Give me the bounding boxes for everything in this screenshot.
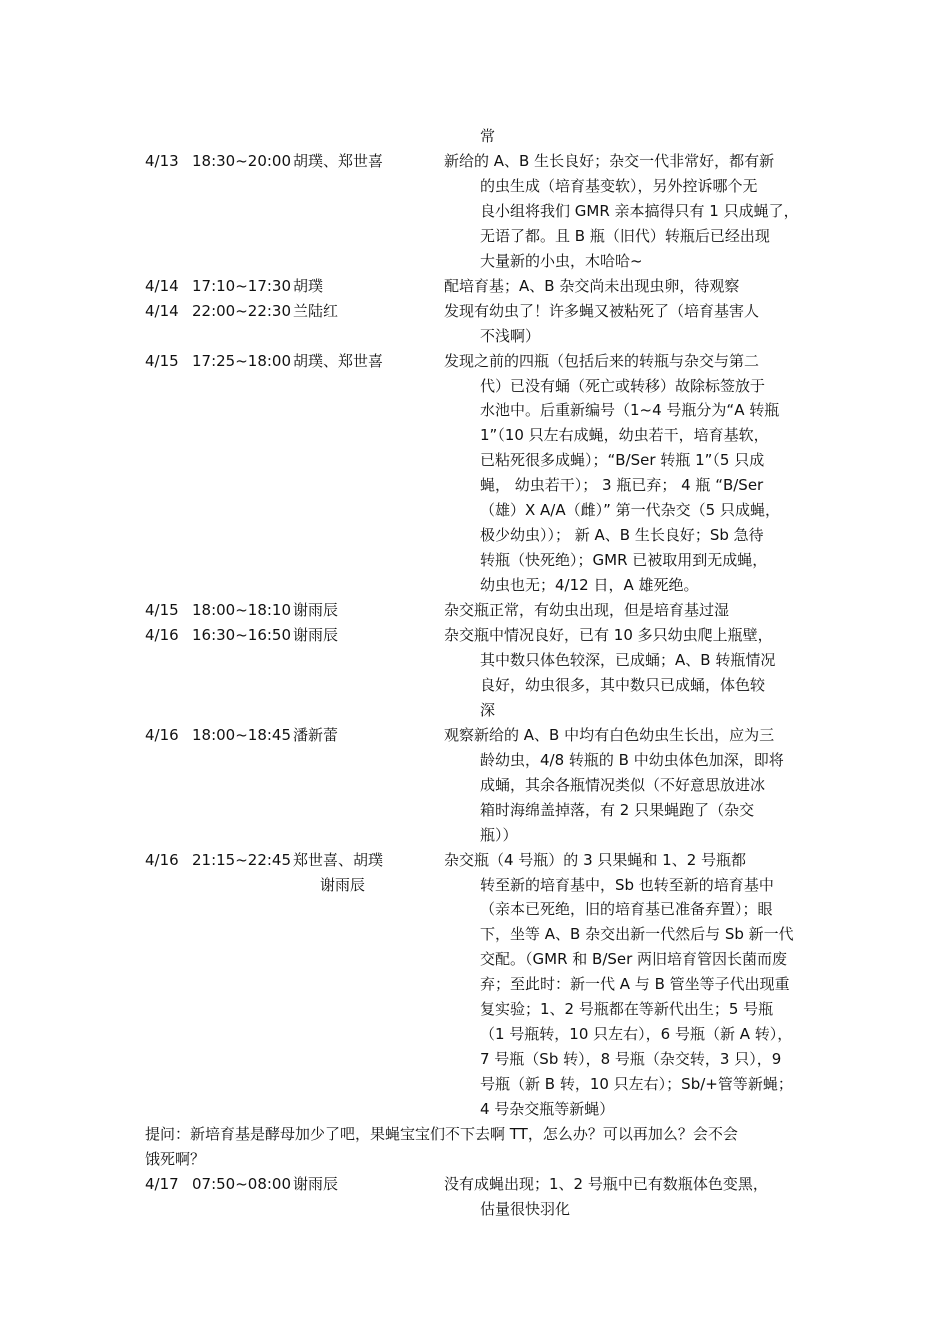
entry-note: （1 号瓶转，10 只左右），6 号瓶（新 A 转），: [480, 1025, 793, 1044]
entry-note: 杂交瓶正常，有幼虫出现，但是培育基过湿: [444, 601, 730, 620]
entry-note: 代）已没有蛹（死亡或转移）故除标签放于: [480, 376, 766, 395]
entry-note: 复实验；1、2 号瓶都在等新代出生；5 号瓶: [480, 1000, 774, 1019]
entry-time: 21:15~22:45: [192, 850, 292, 869]
question-text: 提问：新培育基是酵母加少了吧，果蝇宝宝们不下去啊 TT，怎么办？可以再加么？会不会: [145, 1125, 738, 1143]
entry-person: 胡璞、郑世喜: [293, 151, 384, 170]
entry-person: 兰陆红: [293, 301, 339, 320]
entry-time: 22:00~22:30: [192, 301, 292, 320]
entry-note: 良好，幼虫很多，其中数只已成蛹，体色较: [480, 675, 766, 694]
entry-note: 箱时海绵盖掉落，有 2 只果蝇跑了（杂交: [480, 800, 755, 819]
entry-note: 极少幼虫））； 新 A、B 生长良好；Sb 急待: [480, 526, 764, 545]
entry-note: 没有成蝇出现；1、2 号瓶中已有数瓶体色变黑，: [444, 1174, 768, 1193]
entry-note: 深: [480, 700, 496, 719]
entry-date: 4/16: [145, 850, 179, 869]
entry-date: 4/16: [145, 626, 179, 644]
entry-time: 18:00~18:45: [192, 725, 292, 744]
entry-time: 18:30~20:00: [192, 151, 292, 170]
entry-note: 转至新的培育基中，Sb 也转至新的培育基中: [480, 875, 774, 894]
entry-note: 的虫生成（培育基变软），另外控诉哪个无: [480, 176, 758, 195]
entry-note: 转瓶（快死绝）；GMR 已被取用到无成蝇，: [480, 551, 768, 570]
entry-date: 4/15: [145, 601, 179, 620]
entry-note: 无语了都。且 B 瓶（旧代）转瓶后已经出现: [480, 226, 770, 245]
entry-note: 7 号瓶（Sb 转），8 号瓶（杂交转，3 只），9: [480, 1050, 782, 1069]
entry-note: 交配。（GMR 和 B/Ser 两旧培育管因长菌而废: [480, 950, 788, 969]
entry-person: 谢雨辰: [293, 626, 339, 644]
entry-note: 幼虫也无；4/12 日，A 雄死绝。: [480, 576, 699, 595]
entry-note: 估量很快羽化: [480, 1199, 571, 1218]
entry-note: 蝇， 幼虫若干）； 3 瓶已弃； 4 瓶 “B/Ser: [480, 476, 764, 495]
entry-note: 良小组将我们 GMR 亲本搞得只有 1 只成蝇了，: [480, 201, 799, 220]
entry-person: 潘新蕾: [293, 725, 339, 744]
entry-note: 号瓶（新 B 转，10 只左右）；Sb/+管等新蝇；: [480, 1075, 793, 1094]
entry-date: 4/14: [145, 301, 179, 320]
entry-date: 4/14: [145, 276, 179, 295]
entry-date: 4/16: [145, 725, 179, 744]
entry-note: 其中数只体色较深，已成蛹；A、B 转瓶情况: [480, 650, 776, 669]
entry-time: 17:10~17:30: [192, 276, 292, 295]
entry-person: 胡璞、郑世喜: [293, 351, 384, 370]
entry-note: 水池中。后重新编号（1~4 号瓶分为“A 转瓶: [480, 401, 780, 420]
entry-time: 07:50~08:00: [192, 1174, 292, 1193]
entry-note: 已粘死很多成蝇）；“B/Ser 转瓶 1”（5 只成: [480, 451, 765, 470]
entry-note: 弃；至此时：新一代 A 与 B 管坐等子代出现重: [480, 975, 790, 994]
entry-note: 成蛹，其余各瓶情况类似（不好意思放进冰: [480, 775, 766, 794]
entry-note: 4 号杂交瓶等新蝇）: [480, 1100, 615, 1119]
entry-note: 杂交瓶中情况良好，已有 10 多只幼虫爬上瓶壁，: [444, 626, 773, 644]
entry-note: 大量新的小虫，木哈哈~: [480, 251, 643, 270]
entry-time: 18:00~18:10: [192, 601, 292, 620]
entry-person: 胡璞: [293, 276, 324, 295]
entry-date: 4/13: [145, 151, 179, 170]
entry-time: 17:25~18:00: [192, 351, 292, 370]
entry-note: 发现有幼虫了！许多蝇又被粘死了（培育基害人: [444, 301, 760, 320]
entry-person: 谢雨辰: [293, 601, 339, 620]
entry-note: （亲本已死绝，旧的培育基已准备弃置）；眼: [480, 900, 773, 919]
entry-person: 谢雨辰: [320, 875, 366, 894]
entry-note: 下，坐等 A、B 杂交出新一代然后与 Sb 新一代: [480, 925, 794, 944]
question-text: 饿死啊？: [145, 1149, 206, 1168]
entry-note: 观察新给的 A、B 中均有白色幼虫生长出，应为三: [444, 725, 775, 744]
entry-date: 4/15: [145, 351, 179, 370]
entry-note: （雄）Ⅹ A/A（雌）” 第一代杂交（5 只成蝇，: [480, 501, 780, 520]
entry-note: 发现之前的四瓶（包括后来的转瓶与杂交与第二: [444, 351, 760, 370]
entry-note: 配培育基；A、B 杂交尚未出现虫卵，待观察: [444, 276, 740, 295]
entry-note: 不浅啊）: [480, 326, 541, 345]
entry-time: 16:30~16:50: [192, 626, 292, 644]
entry-note: 1”（10 只左右成蝇，幼虫若干，培育基软，: [480, 426, 769, 445]
entry-person: 谢雨辰: [293, 1174, 339, 1193]
entry-note: 杂交瓶（4 号瓶）的 3 只果蝇和 1、2 号瓶都: [444, 850, 747, 869]
entry-person: 郑世喜、胡璞: [293, 850, 384, 869]
entry-date: 4/17: [145, 1174, 179, 1193]
entry-note: 龄幼虫，4/8 转瓶的 B 中幼虫体色加深，即将: [480, 750, 784, 769]
entry-note: 新给的 A、B 生长良好；杂交一代非常好，都有新: [444, 151, 775, 170]
entry-note: 常: [480, 127, 496, 145]
entry-note: 瓶））: [480, 825, 518, 844]
